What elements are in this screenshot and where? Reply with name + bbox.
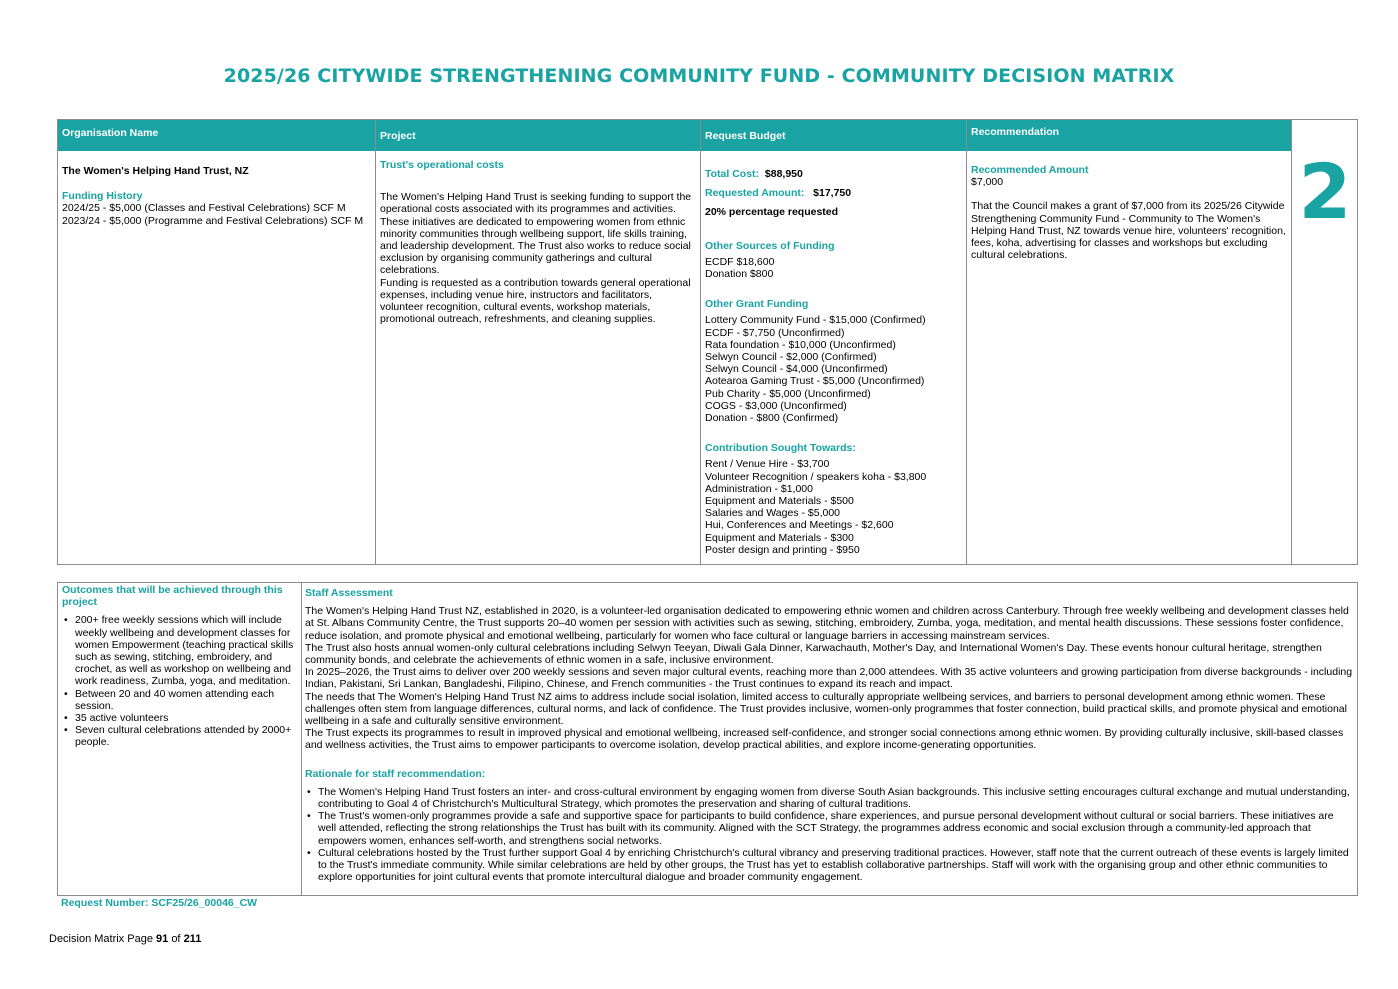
contribution-item: Rent / Venue Hire - $3,700 xyxy=(705,458,830,471)
header-project: Project xyxy=(376,120,700,151)
footer-label: Decision Matrix Page xyxy=(49,933,153,945)
contribution-item: Administration - $1,000 xyxy=(705,482,813,495)
other-grants-label: Other Grant Funding xyxy=(705,298,809,311)
requested-amount: Requested Amount: $17,750 xyxy=(705,187,852,200)
outcomes-label: Outcomes that will be achieved through this project xyxy=(62,584,283,609)
contribution-item: Poster design and printing - $950 xyxy=(705,543,860,556)
rationale-item: • The Women's Helping Hand Trust fosters an inter- and cross-cultural environment by engaging women from diverse South Asian backgrounds. This inclusive setting encourages cultural exchange and mutual understanding, contributing to Goal 4 of Christchurch's Multicultural Strategy, which promotes the preservation and sharing of cultural traditions. xyxy=(305,786,1353,810)
assessment-paragraph: The Women's Helping Hand Trust NZ, established in 2020, is a volunteer-led organisation dedicated to empowering ethnic women and children across Canterbury. Through free weekly wellbeing and development classes held at St. Albans Community Centre, the Trust supports 20–40 women per session with activities such as sewing, stitching, embroidery, Zumba, yoga, meditation, and mental health discussions. These sessions foster confidence, reduce isolation, and promote physical and emotional wellbeing, particularly for women who face cultural or language barriers in accessing mainstream services. xyxy=(305,605,1349,642)
page-number: 91 xyxy=(156,933,169,945)
assessment-table xyxy=(57,582,1358,896)
header-request-budget: Request Budget xyxy=(701,120,966,151)
funding-history-label: Funding History xyxy=(62,190,143,203)
other-grant-item: Donation - $800 (Confirmed) xyxy=(705,412,839,425)
staff-assessment-label: Staff Assessment xyxy=(305,587,393,599)
organisation-cell xyxy=(62,151,372,227)
recommended-amount-label: Recommended Amount xyxy=(971,164,1089,176)
other-grant-item: COGS - $3,000 (Unconfirmed) xyxy=(705,399,847,412)
project-title: Trust's operational costs xyxy=(380,159,504,171)
outcome-item: • Between 20 and 40 women attending each session. xyxy=(62,688,298,712)
contribution-item: Equipment and Materials - $300 xyxy=(705,531,854,544)
recommendation-cell xyxy=(971,151,1289,261)
other-source-item: ECDF $18,600 xyxy=(705,255,775,268)
funding-history-item: 2023/24 - $5,000 (Programme and Festival Celebrations) SCF M xyxy=(62,214,364,227)
contribution-item: Volunteer Recognition / speakers koha - $3,800 xyxy=(705,470,927,483)
outcome-item: • 200+ free weekly sessions which will include weekly wellbeing and development classes for women Empowerment (teaching practical skills such as sewing, stitching, embroidery, and crochet, as well as workshop on wellbeing and work readiness, Zumba, yoga, and meditation. xyxy=(62,614,298,687)
outcome-item: • 35 active volunteers xyxy=(62,712,298,724)
other-grant-item: Aotearoa Gaming Trust - $5,000 (Unconfirmed) xyxy=(705,375,925,388)
percentage-requested: 20% percentage requested xyxy=(705,206,839,219)
staff-assessment-cell xyxy=(305,587,1353,883)
priority-number: 2 xyxy=(1298,147,1352,236)
organisation-name: The Women's Helping Hand Trust, NZ xyxy=(62,165,249,177)
page-footer xyxy=(49,933,201,945)
page-total: 211 xyxy=(183,933,202,945)
contribution-item: Hui, Conferences and Meetings - $2,600 xyxy=(705,519,894,532)
total-cost: Total Cost: $88,950 xyxy=(705,168,803,180)
project-cell xyxy=(380,151,698,325)
rationale-item: • Cultural celebrations hosted by the Trust further support Goal 4 by enriching Christchurch's cultural vibrancy and preserving traditional practices. However, staff note that the current outreach of these events is largely limited to the Trust's immediate community. While similar celebrations are held by other groups, the Trust has yet to establish collaborative partnerships. Staff will work with the organising group and other ethnic communities to explore opportunities for joint cultural events that promote intercultural dialogue and broader community engagement. xyxy=(305,847,1353,884)
header-organisation: Organisation Name xyxy=(58,120,375,151)
other-grant-item: Lottery Community Fund - $15,000 (Confirmed) xyxy=(705,314,926,327)
funding-history-item: 2024/25 - $5,000 (Classes and Festival Celebrations) SCF M xyxy=(62,202,346,215)
other-grant-item: ECDF - $7,750 (Unconfirmed) xyxy=(705,326,845,339)
contribution-label: Contribution Sought Towards: xyxy=(705,442,856,455)
other-grant-item: Pub Charity - $5,000 (Unconfirmed) xyxy=(705,387,871,400)
budget-cell xyxy=(705,151,963,556)
header-recommendation: Recommendation xyxy=(967,120,1292,151)
outcomes-cell xyxy=(62,584,298,749)
rationale-label: Rationale for staff recommendation: xyxy=(305,767,486,780)
page-title: 2025/26 CITYWIDE STRENGTHENING COMMUNITY FUND - COMMUNITY DECISION MATRIX xyxy=(223,65,1175,87)
decision-table xyxy=(57,119,1358,565)
page-of: of xyxy=(171,933,181,945)
project-description: The Women's Helping Hand Trust is seeking funding to support the operational costs associated with its programmes and activities. These initiatives are dedicated to empowering women from ethnic minority communities through wellbeing support, life skills training, and leadership development. The Trust also works to reduce social exclusion by organising community gatherings and cultural celebrations. xyxy=(380,191,692,277)
contribution-item: Equipment and Materials - $500 xyxy=(705,495,854,508)
assessment-paragraph: In 2025–2026, the Trust aims to deliver over 200 weekly sessions and seven major cultural events, reaching more than 2,000 attendees. With 35 active volunteers and growing participation from diverse backgrounds - including Indian, Pakistani, Sri Lankan, Bangladeshi, Filipino, Chinese, and French communities - the Trust continues to expand its reach and impact. xyxy=(305,666,1353,691)
assessment-paragraph: The Trust also hosts annual women-only cultural celebrations including Selwyn Teeyan, Diwali Gala Dinner, Karwachauth, Mother's Day, and International Women's Day. These events honour cultural heritage, strengthen community bonds, and celebrate the achievements of ethnic women in a safe, inclusive environment. xyxy=(305,641,1322,667)
recommendation-text: That the Council makes a grant of $7,000 from its 2025/26 Citywide Strengthening Community Fund - Community to The Women's Helping Hand Trust, NZ towards venue hire, volunteers' recognition, fees, koha, advertising for classes and workshops but excluding cultural celebrations. xyxy=(971,200,1286,262)
contribution-item: Salaries and Wages - $5,000 xyxy=(705,507,841,520)
outcome-item: • Seven cultural celebrations attended by 2000+ people. xyxy=(62,724,298,748)
other-grant-item: Rata foundation - $10,000 (Unconfirmed) xyxy=(705,338,896,351)
recommended-amount: $7,000 xyxy=(971,176,1004,189)
rationale-item: • The Trust's women-only programmes provide a safe and supportive space for participants to build confidence, share experiences, and pursue personal development without cultural or social barriers. These initiatives are well attended, reflecting the strong relationships the Trust has built with its community. Aligned with the SCT Strategy, the programmes address economic and social exclusion through a community-led approach that empowers women, enhances self-worth, and strengthens social networks. xyxy=(305,810,1353,847)
request-number: Request Number: SCF25/26_00046_CW xyxy=(61,897,258,909)
assessment-paragraph: The needs that The Women's Helping Hand Trust NZ aims to address include social isolation, limited access to culturally appropriate wellbeing services, and barriers to personal development among ethnic women. These challenges often stem from language differences, cultural norms, and lack of confidence. The Trust provides inclusive, women-only programmes that foster connection, build practical skills, and promote physical and emotional wellbeing in a safe and culturally sensitive environment. xyxy=(305,690,1347,728)
other-grant-item: Selwyn Council - $4,000 (Unconfirmed) xyxy=(705,363,888,376)
assessment-paragraph: The Trust expects its programmes to result in improved physical and emotional wellbeing, increased self-confidence, and stronger social connections among ethnic women. By providing culturally inclusive, skill-based classes and wellness activities, the Trust aims to empower participants to overcome isolation, develop practical abilities, and explore income-generating opportunities. xyxy=(305,727,1344,752)
other-source-item: Donation $800 xyxy=(705,268,774,281)
other-sources-label: Other Sources of Funding xyxy=(705,239,835,252)
project-description: Funding is requested as a contribution towards general operational expenses, including venue hire, instructors and facilitators, volunteer recognition, cultural events, workshop materials, promotional outreach, refreshments, and cleaning supplies. xyxy=(380,276,691,326)
other-grant-item: Selwyn Council - $2,000 (Confirmed) xyxy=(705,351,877,364)
